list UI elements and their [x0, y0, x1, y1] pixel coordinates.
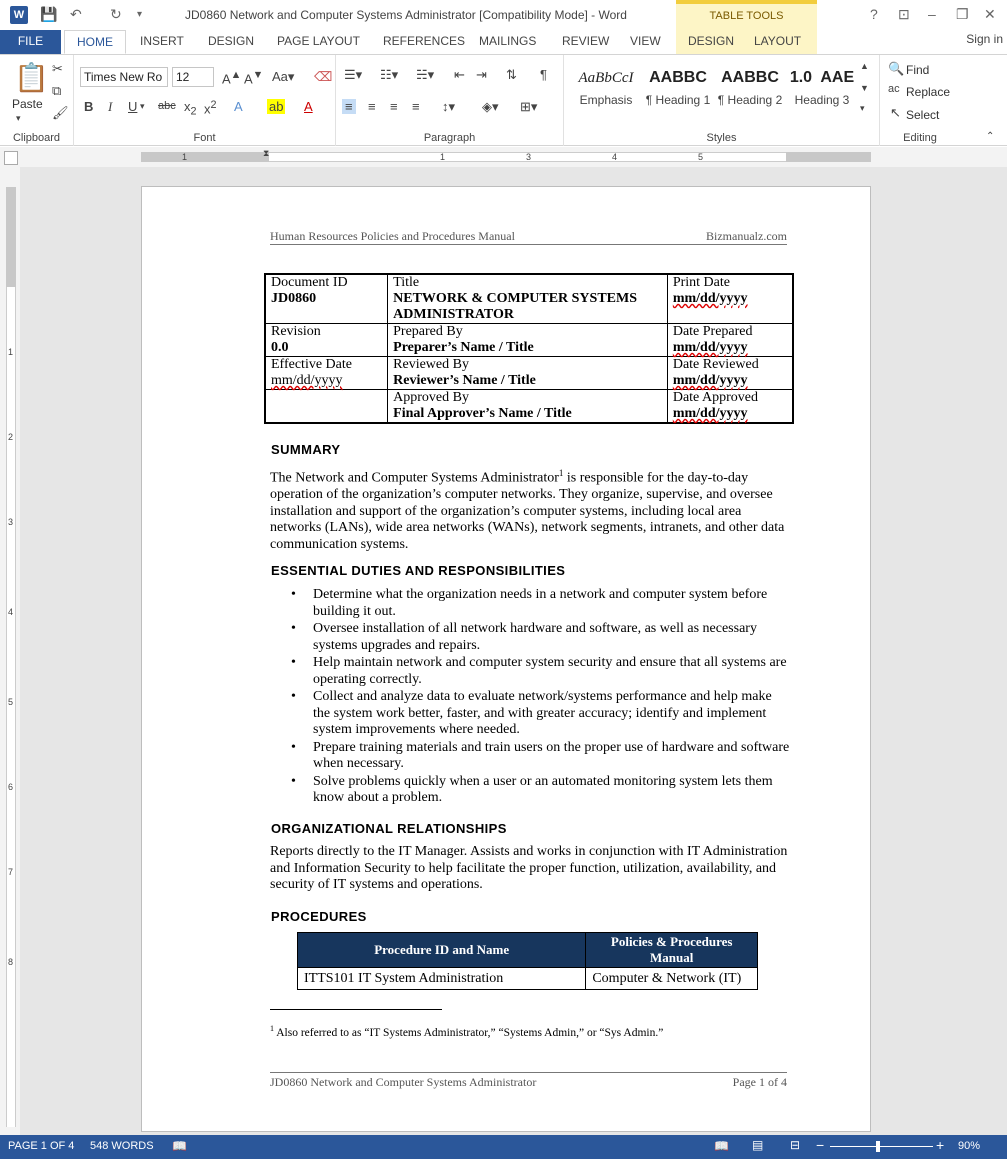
ruler-number: 1	[182, 152, 188, 162]
minimize-button[interactable]: –	[928, 6, 936, 22]
tab-file[interactable]: FILE	[0, 30, 61, 54]
replace-icon: ac	[888, 83, 900, 95]
table-cell[interactable]	[265, 324, 388, 357]
window-title: JD0860 Network and Computer Systems Administrator [Compatibility Mode] - Word	[185, 8, 627, 22]
ruler-number: 5	[698, 152, 704, 162]
table-cell[interactable]: ITTS101 IT System Administration	[298, 968, 586, 990]
increase-indent-icon[interactable]: ⇥	[476, 67, 487, 82]
paste-icon[interactable]: 📋	[14, 62, 49, 93]
date-reviewed-value: mm/dd/yyyy	[672, 373, 748, 388]
format-painter-icon[interactable]: 🖌	[52, 105, 69, 120]
list-item[interactable]: • Collect and analyze data to evaluate network/systems performance and help make the system work better, faster, and with greater accuracy; identify and implement system improvements where needed.	[270, 689, 790, 739]
font-size-input[interactable]	[172, 67, 214, 87]
bold-icon[interactable]: B	[84, 99, 94, 114]
align-left-icon[interactable]: ≡	[342, 99, 356, 114]
clear-formatting-icon[interactable]: ⌫	[314, 69, 333, 84]
restore-button[interactable]: ❐	[956, 6, 969, 22]
text-effects-icon[interactable]: A	[234, 99, 243, 114]
approved-by-label: Approved By	[393, 390, 469, 405]
duties-list	[270, 587, 790, 808]
tab-home[interactable]: HOME	[64, 30, 126, 54]
style-emphasis-sample: AaBbCcI	[578, 70, 634, 86]
footnote-ref[interactable]: 1	[558, 468, 564, 478]
style-heading-1-sample: AABBC	[649, 69, 707, 86]
find-icon: 🔍	[888, 61, 905, 76]
show-formatting-icon[interactable]: ¶	[540, 67, 547, 82]
zoom-level[interactable]: 90%	[958, 1140, 981, 1152]
ruler-number: 7	[8, 867, 14, 877]
print-date-value: mm/dd/yyyy	[672, 291, 748, 306]
clipboard-group	[0, 55, 74, 146]
ruler-number: 8	[8, 957, 14, 967]
underline-icon[interactable]: U	[128, 99, 138, 114]
ruler-number: 6	[8, 782, 14, 792]
footer-left-text: JD0860 Network and Computer Systems Administrator	[270, 1075, 537, 1089]
align-center-icon[interactable]: ≡	[368, 99, 376, 114]
undo-icon[interactable]: ↶	[70, 6, 82, 22]
web-layout-icon[interactable]: ⊟	[790, 1138, 801, 1152]
procedures-heading: PROCEDURES	[271, 909, 367, 924]
style-heading-1[interactable]	[642, 63, 714, 119]
date-approved-label: Date Approved	[672, 390, 758, 405]
org-heading: ORGANIZATIONAL RELATIONSHIPS	[271, 821, 507, 836]
table-cell[interactable]	[265, 357, 388, 390]
tab-page-layout[interactable]: PAGE LAYOUT	[277, 34, 360, 48]
style-heading-3[interactable]	[786, 63, 858, 119]
table-row	[265, 274, 793, 324]
font-group-label: Font	[193, 132, 216, 144]
list-item[interactable]: • Prepare training materials and train users on the proper use of hardware and software when necessary.	[270, 740, 790, 773]
status-bar	[0, 1135, 1007, 1159]
tab-design[interactable]: DESIGN	[208, 34, 255, 48]
vertical-ruler-top-margin	[6, 187, 16, 287]
borders-icon[interactable]: ⊞▾	[520, 99, 538, 114]
effective-date-value: mm/dd/yyyy	[271, 373, 343, 388]
list-item[interactable]: • Help maintain network and computer system security and ensure that all systems are operating correctly.	[270, 655, 790, 688]
approved-by-value: Final Approver’s Name / Title	[393, 406, 572, 421]
word-count[interactable]: 548 WORDS	[90, 1140, 154, 1152]
reviewed-by-value: Reviewer’s Name / Title	[393, 373, 536, 388]
select-button[interactable]: Select	[906, 108, 940, 122]
vertical-ruler	[0, 167, 20, 1135]
style-heading-2-name: ¶ Heading 2	[717, 93, 783, 107]
indent-marker-icon[interactable]: ⧗	[263, 148, 270, 158]
header-right-text: Bizmanualz.com	[706, 229, 787, 243]
tab-references[interactable]: REFERENCES	[383, 34, 466, 48]
ruler-number: 3	[526, 152, 532, 162]
title-value: NETWORK & COMPUTER SYSTEMS ADMINISTRATOR	[393, 291, 637, 322]
ruler-number: 4	[612, 152, 618, 162]
word-app-icon[interactable]: W	[10, 6, 28, 24]
print-layout-icon[interactable]: ▤	[752, 1138, 764, 1152]
prepared-by-value: Preparer’s Name / Title	[393, 340, 534, 355]
table-cell[interactable]	[667, 390, 793, 424]
title-label: Title	[393, 275, 420, 290]
vertical-ruler-track	[6, 187, 16, 1127]
table-cell[interactable]	[667, 357, 793, 390]
revision-label: Revision	[271, 324, 321, 339]
style-emphasis[interactable]	[570, 63, 642, 119]
styles-scroll-down-icon[interactable]: ▼	[860, 83, 869, 93]
shrink-font-icon[interactable]: A▼	[244, 69, 264, 87]
date-reviewed-label: Date Reviewed	[672, 357, 759, 372]
tab-table-design[interactable]: DESIGN	[676, 30, 742, 54]
font-name-input[interactable]	[80, 67, 168, 87]
footnote-separator	[270, 1009, 442, 1010]
paste-button[interactable]: Paste	[12, 97, 43, 111]
zoom-slider[interactable]	[830, 1146, 933, 1147]
replace-button[interactable]: Replace	[906, 85, 951, 99]
decrease-indent-icon[interactable]: ⇤	[454, 67, 465, 82]
tab-view[interactable]: VIEW	[630, 34, 661, 48]
styles-group	[564, 55, 880, 146]
line-spacing-icon[interactable]: ↕▾	[442, 99, 456, 114]
styles-scroll-up-icon[interactable]: ▲	[860, 61, 869, 71]
read-mode-icon[interactable]: 📖	[714, 1139, 729, 1153]
page-footer	[270, 1072, 787, 1089]
summary-paragraph[interactable]	[270, 465, 790, 553]
shading-icon[interactable]: ◈▾	[482, 99, 499, 114]
zoom-in-button[interactable]: +	[936, 1137, 945, 1153]
revision-value: 0.0	[271, 340, 289, 355]
change-case-icon[interactable]: Aa▾	[272, 69, 295, 84]
list-item[interactable]: • Oversee installation of all network hardware and software, as well as necessary systems upgrades and repairs.	[270, 621, 790, 654]
print-date-label: Print Date	[672, 275, 730, 290]
ruler-number: 5	[8, 697, 14, 707]
footnote-text: Also referred to as “IT Systems Administrator,” “Systems Admin,” or “Sys Admin.”	[274, 1026, 664, 1039]
footnote[interactable]	[270, 1024, 663, 1039]
paragraph-group	[336, 55, 564, 146]
duties-heading: ESSENTIAL DUTIES AND RESPONSIBILITIES	[271, 563, 566, 578]
highlight-icon[interactable]: ab	[269, 99, 284, 114]
col-manual-header[interactable]: Policies & Procedures Manual	[586, 933, 758, 968]
clipboard-group-label: Clipboard	[12, 132, 61, 144]
table-cell[interactable]	[388, 324, 668, 357]
font-color-icon[interactable]: A	[304, 99, 313, 114]
justify-icon[interactable]: ≡	[412, 99, 420, 114]
find-button[interactable]: Find	[906, 63, 930, 77]
title-bar	[0, 0, 1007, 30]
footnote-number: 1	[270, 1024, 274, 1033]
table-cell[interactable]	[667, 324, 793, 357]
sign-in-link[interactable]: Sign in	[966, 32, 1003, 46]
ruler-number: 1	[8, 347, 14, 357]
org-paragraph[interactable]: Reports directly to the IT Manager. Assists and works in conjunction with IT Administration and Information Security to help facilitate the proper function, utilization, availability, and security of IT systems and operations.	[270, 844, 788, 892]
ribbon	[0, 54, 1007, 146]
horizontal-ruler[interactable]	[0, 147, 1007, 167]
list-item[interactable]: • Solve problems quickly when a user or an automated monitoring system lets them know about a problem.	[270, 774, 790, 807]
date-prepared-value: mm/dd/yyyy	[672, 340, 748, 355]
tab-table-layout[interactable]: LAYOUT	[742, 30, 817, 54]
date-approved-value: mm/dd/yyyy	[672, 406, 748, 421]
col-procedure-header[interactable]: Procedure ID and Name	[298, 933, 586, 968]
subscript-icon[interactable]: $x_2$	[184, 99, 197, 118]
table-header-row	[298, 933, 758, 968]
table-cell[interactable]	[388, 390, 668, 424]
page-header	[270, 229, 787, 245]
doc-id-value: JD0860	[271, 291, 317, 306]
bullets-icon[interactable]: ☰▾	[344, 67, 363, 82]
table-cell[interactable]	[265, 390, 388, 424]
editing-group-label: Editing	[903, 132, 937, 144]
save-icon[interactable]: 💾	[40, 6, 58, 22]
grow-font-icon[interactable]: A▲	[222, 69, 242, 87]
redo-icon[interactable]: ↻	[110, 6, 122, 22]
document-page[interactable]	[141, 186, 871, 1132]
align-right-icon[interactable]: ≡	[390, 99, 398, 114]
table-cell[interactable]	[667, 274, 793, 324]
style-heading-2-sample: AABBC	[721, 69, 779, 86]
summary-text-a: The Network and Computer Systems Administrator	[270, 470, 559, 486]
zoom-out-button[interactable]: −	[816, 1137, 825, 1153]
collapse-ribbon-icon[interactable]: ⌃	[986, 131, 995, 142]
styles-group-label: Styles	[706, 132, 737, 144]
reviewed-by-label: Reviewed By	[393, 357, 469, 372]
document-area[interactable]	[20, 167, 1007, 1135]
tab-insert[interactable]: INSERT	[140, 34, 184, 48]
select-icon: ↖	[890, 105, 901, 120]
summary-text-b: is responsible for the day-to-day operation of the organization’s computer networks. They organize, supervise, and oversee installation and support of the organization’s computer systems, including local area networks (LANs), wide area networks (WANs), network segments, intranets, and other data communication systems.	[270, 470, 785, 552]
table-cell[interactable]	[265, 274, 388, 324]
paragraph-group-label: Paragraph	[423, 132, 476, 144]
table-tools-context-label: TABLE TOOLS	[676, 0, 817, 30]
tab-selector[interactable]	[4, 151, 18, 165]
ruler-left-margin	[141, 152, 269, 162]
editing-group	[880, 55, 960, 146]
table-cell[interactable]	[388, 357, 668, 390]
help-button[interactable]: ?	[870, 6, 878, 22]
styles-more-icon[interactable]: ▾	[860, 103, 865, 113]
copy-icon[interactable]: ⧉	[52, 83, 62, 98]
ruler-number: 2	[8, 432, 14, 442]
zoom-slider-thumb[interactable]	[876, 1141, 880, 1152]
sort-icon[interactable]: ⇅	[506, 67, 517, 82]
table-row	[265, 390, 793, 424]
close-button[interactable]: ✕	[984, 6, 996, 22]
page-count[interactable]: PAGE 1 OF 4	[8, 1140, 75, 1152]
style-heading-3-sample: 1.0 AAE	[789, 69, 855, 86]
ruler-number: 4	[8, 607, 14, 617]
table-cell[interactable]: Computer & Network (IT)	[586, 968, 758, 990]
ruler-number: 1	[440, 152, 446, 162]
style-heading-3-name: Heading 3	[794, 93, 850, 107]
header-left-text: Human Resources Policies and Procedures Manual	[270, 229, 515, 243]
strikethrough-icon[interactable]: abc	[158, 100, 176, 112]
numbering-icon[interactable]: ☷▾	[380, 67, 399, 82]
ruler-number: 3	[8, 517, 14, 527]
tab-mailings[interactable]: MAILINGS	[479, 34, 537, 48]
ribbon-tabs	[0, 30, 1007, 54]
cut-icon[interactable]: ✂	[52, 61, 63, 76]
doc-id-label: Document ID	[271, 275, 348, 290]
summary-heading: SUMMARY	[271, 442, 341, 457]
table-row	[298, 968, 758, 990]
table-row	[265, 324, 793, 357]
style-emphasis-name: Emphasis	[579, 93, 633, 107]
list-item[interactable]: • Determine what the organization needs in a network and computer system before building it out.	[270, 587, 790, 620]
ruler-right-margin	[786, 152, 871, 162]
procedures-table[interactable]	[297, 932, 758, 990]
footer-right-text: Page 1 of 4	[732, 1075, 787, 1089]
underline-dropdown-icon[interactable]: ▾	[140, 101, 145, 111]
italic-icon[interactable]: I	[108, 99, 113, 114]
font-group	[74, 55, 336, 146]
table-cell[interactable]	[388, 274, 668, 324]
superscript-icon[interactable]: $x^2$	[204, 99, 217, 117]
customize-qat-icon[interactable]: ▾	[137, 9, 143, 20]
paste-dropdown-icon[interactable]: ▾	[16, 113, 21, 123]
prepared-by-label: Prepared By	[393, 324, 463, 339]
effective-date-label: Effective Date	[271, 357, 352, 372]
table-row	[265, 357, 793, 390]
tab-review[interactable]: REVIEW	[562, 34, 610, 48]
style-heading-2[interactable]	[714, 63, 786, 119]
style-heading-1-name: ¶ Heading 1	[645, 93, 711, 107]
multilevel-list-icon[interactable]: ☵▾	[416, 67, 435, 82]
ribbon-display-icon[interactable]: ⊡	[898, 6, 910, 22]
document-info-table[interactable]	[264, 273, 794, 424]
date-prepared-label: Date Prepared	[672, 324, 753, 339]
proofing-icon[interactable]: 📖	[172, 1139, 187, 1153]
